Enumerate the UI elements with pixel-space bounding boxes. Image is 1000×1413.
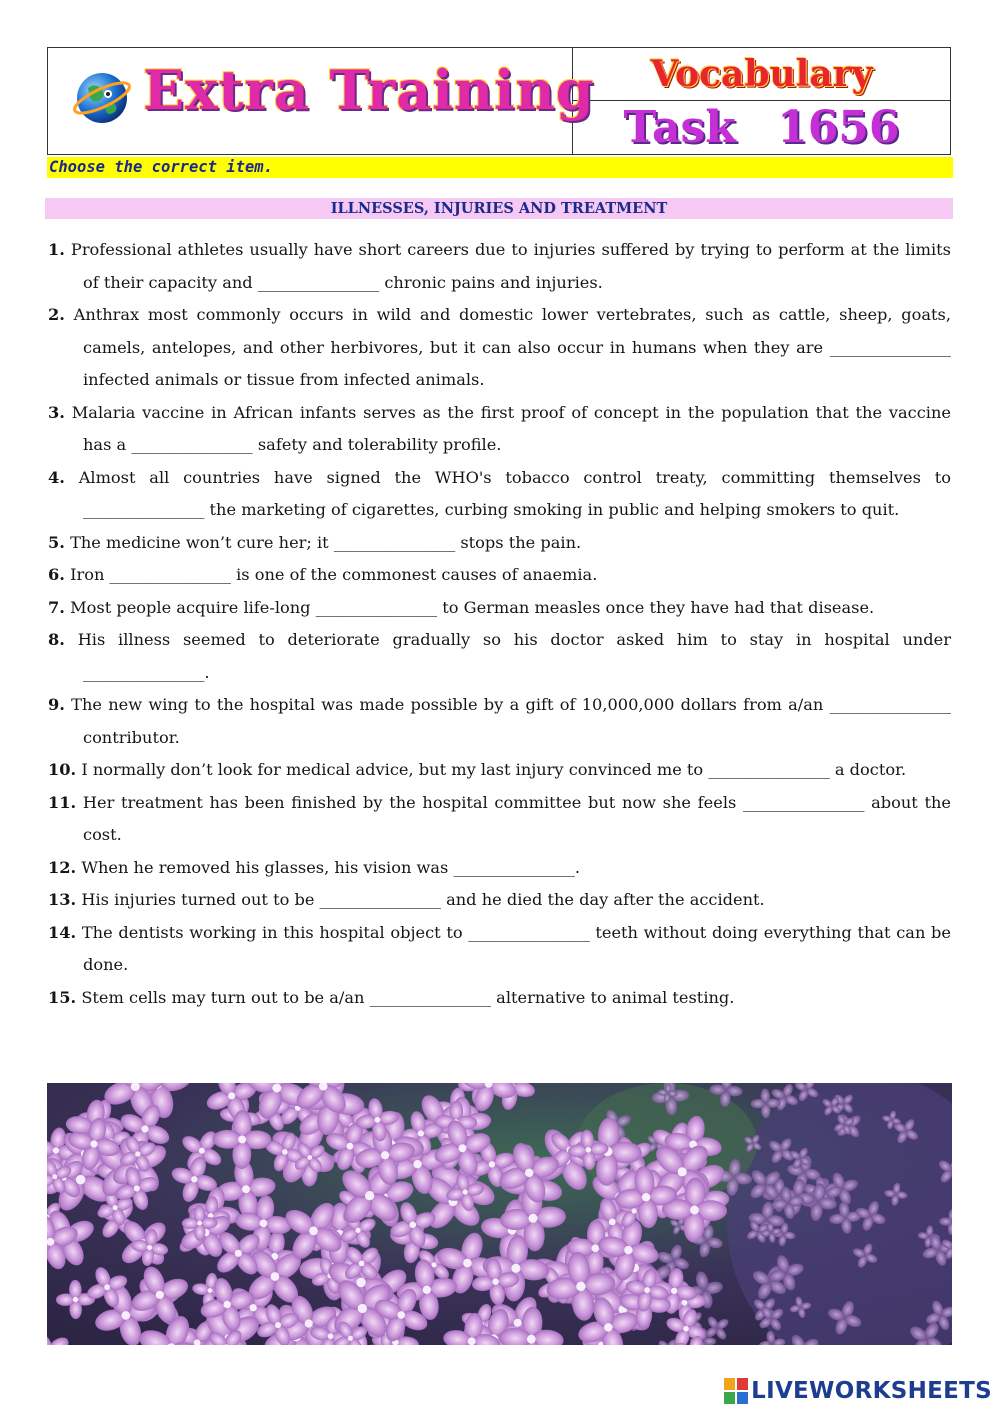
question-number: 14.: [48, 922, 77, 942]
brand-title: Extra Training: [143, 58, 595, 122]
brand-cell: [48, 48, 595, 154]
question-number: 7.: [48, 597, 65, 617]
question-text: Stem cells may turn out to be a/an _______________ alternative to animal testing.: [81, 987, 735, 1007]
question-number: 1.: [48, 240, 65, 259]
question-item: [48, 982, 951, 1015]
question-item: [48, 559, 951, 592]
question-number: 2.: [48, 305, 65, 324]
question-item: [48, 754, 951, 787]
question-item: [48, 917, 951, 982]
worksheet-header: [47, 47, 951, 155]
question-number: 15.: [48, 987, 77, 1007]
task-label: [623, 102, 899, 153]
question-text: Professional athletes usually have short careers due to injuries suffered by trying to perform at the limits of their capacity and _______________ chronic pains and injuries.: [70, 240, 951, 292]
instruction-bar: Choose the correct item.: [47, 157, 953, 178]
question-item: [48, 884, 951, 917]
question-item: [48, 527, 951, 560]
question-item: [48, 462, 951, 527]
question-text: Her treatment has been finished by the hospital committee but now she feels _______________ about the cost.: [82, 792, 951, 844]
question-item: [48, 787, 951, 852]
question-number: 8.: [48, 630, 65, 649]
question-item: [48, 592, 951, 625]
globe-icon: [70, 64, 134, 128]
question-item: [48, 299, 951, 397]
question-text: The medicine won’t cure her; it _______________ stops the pain.: [70, 532, 582, 552]
category-label: Vocabulary: [650, 53, 873, 95]
flower-illustration: [47, 1083, 952, 1345]
question-number: 6.: [48, 565, 65, 584]
category-cell: [573, 48, 950, 101]
question-number: 3.: [48, 402, 65, 422]
question-text: I normally don’t look for medical advice, but my last injury convinced me to _______________ a doctor.: [81, 760, 907, 779]
question-text: Malaria vaccine in African infants serves as the first proof of concept in the population that the vaccine has a _______________ safety and tolerability profile.: [71, 402, 951, 454]
question-number: 9.: [48, 695, 65, 714]
question-text: The new wing to the hospital was made possible by a gift of 10,000,000 dollars from a/an _______________ contributor.: [71, 695, 952, 747]
topic-heading: ILLNESSES, INJURIES AND TREATMENT: [45, 198, 953, 219]
question-item: [48, 624, 951, 689]
site-name: LIVEWORKSHEETS: [751, 1378, 992, 1404]
question-number: 12.: [48, 857, 77, 877]
question-item: [48, 397, 951, 462]
question-text: His injuries turned out to be _______________ and he died the day after the accident.: [81, 890, 765, 909]
question-text: Almost all countries have signed the WHO's tobacco control treaty, committing themselves to _______________ the marketing of cigarettes, curbing smoking in public and helping smokers to quit.: [78, 467, 951, 519]
task-cell: [573, 48, 950, 154]
question-item: [48, 234, 951, 299]
task-number-cell: [573, 101, 950, 154]
question-text: When he removed his glasses, his vision was _______________.: [81, 857, 581, 877]
liveworksheets-footer: [724, 1378, 992, 1404]
question-number: 13.: [48, 890, 77, 909]
question-text: The dentists working in this hospital object to _______________ teeth without doing everything that can be done.: [81, 922, 951, 974]
task-word: Task: [623, 102, 736, 153]
question-item: [48, 852, 951, 885]
question-number: 11.: [48, 792, 77, 812]
task-number: 1656: [777, 102, 900, 153]
question-item: [48, 689, 951, 754]
question-number: 10.: [48, 760, 77, 779]
question-text: Most people acquire life-long _______________ to German measles once they have had that disease.: [70, 597, 875, 617]
question-number: 4.: [48, 467, 65, 487]
liveworksheets-logo-icon: [724, 1378, 748, 1404]
lilac-flowers-image: [47, 1083, 952, 1345]
question-text: Iron _______________ is one of the commonest causes of anaemia.: [70, 565, 598, 584]
question-list: [48, 234, 951, 1014]
question-text: His illness seemed to deteriorate gradually so his doctor asked him to stay in hospital under _______________.: [77, 630, 951, 682]
question-number: 5.: [48, 532, 65, 552]
question-text: Anthrax most commonly occurs in wild and domestic lower vertebrates, such as cattle, sheep, goats, camels, antelopes, and other herbivores, but it can also occur in humans when they are _______________ infected animals or tissue from infected animals.: [73, 305, 951, 389]
